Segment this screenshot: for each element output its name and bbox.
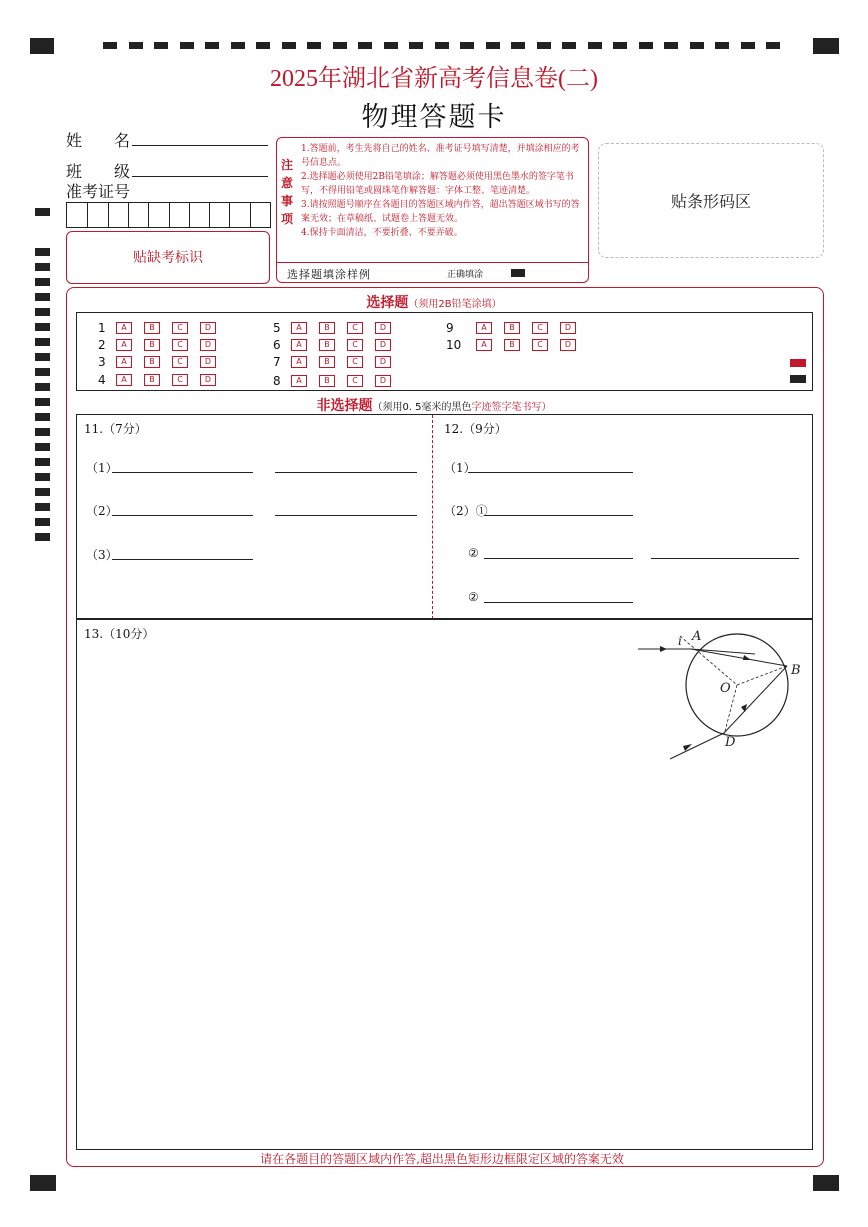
card-subtitle: 物理答题卡 — [361, 102, 507, 133]
class-label: 班 级 — [66, 162, 131, 181]
name-field[interactable] — [132, 145, 268, 146]
label-i: i — [678, 634, 682, 648]
timing-mark — [35, 488, 50, 496]
choice-question-row — [446, 319, 588, 335]
question-number: 10 — [446, 337, 462, 352]
black-scan-mark — [790, 375, 806, 383]
option-bubble[interactable]: B — [319, 375, 335, 387]
q11-part-1-answer-a[interactable] — [112, 472, 253, 473]
option-bubble[interactable]: C — [172, 356, 188, 368]
q11-part-2-answer-a[interactable] — [112, 515, 253, 516]
choice-title-text: 选择题 — [366, 295, 409, 311]
notice-heading-char: 意 — [280, 176, 293, 190]
timing-mark — [358, 42, 372, 49]
timing-mark — [35, 278, 50, 286]
option-bubble[interactable]: A — [476, 339, 492, 351]
timing-mark — [35, 503, 50, 511]
option-bubble[interactable]: B — [319, 339, 335, 351]
q13-label: 13.（10分） — [84, 627, 155, 641]
corner-mark-top-right — [813, 38, 839, 54]
notice-item: 3.请按照题号顺序在各题目的答题区域内作答，超出答题区域书写的答案无效；在草稿纸、试题卷上答题无效。 — [301, 200, 580, 224]
ray-b-to-d — [724, 666, 787, 733]
timing-mark — [35, 533, 50, 541]
ray-a-to-b — [691, 649, 787, 666]
option-bubble[interactable]: C — [347, 339, 363, 351]
nonchoice-title — [0, 395, 868, 415]
footer-warning: 请在各题目的答题区域内作答,超出黑色矩形边框限定区域的答案无效 — [260, 1152, 624, 1166]
ray-b-to-d-arrow — [741, 704, 747, 712]
timing-mark — [35, 368, 50, 376]
timing-mark — [741, 42, 755, 49]
correct-fill-label: 正确填涂 — [447, 270, 484, 280]
nonchoice-note-black: （须用0. 5毫米的黑色 — [372, 402, 472, 413]
option-bubble[interactable]: B — [504, 339, 520, 351]
option-bubble[interactable]: D — [200, 356, 216, 368]
timing-mark — [588, 42, 602, 49]
id-box-divider — [169, 203, 170, 227]
option-bubble[interactable]: A — [291, 322, 307, 334]
choice-question-row — [98, 353, 228, 369]
question-number: 7 — [273, 354, 281, 369]
sample-label: 选择题填涂样例 — [287, 268, 371, 281]
option-bubble[interactable]: D — [375, 356, 391, 368]
q11-part-2-answer-b[interactable] — [275, 515, 417, 516]
timing-mark — [35, 263, 50, 271]
id-box-divider — [87, 203, 88, 227]
label-o: O — [720, 681, 731, 696]
timing-mark — [205, 42, 219, 49]
option-bubble[interactable]: C — [172, 322, 188, 334]
timing-mark — [103, 42, 117, 49]
option-bubble[interactable]: C — [172, 339, 188, 351]
timing-mark — [562, 42, 576, 49]
option-bubble[interactable]: B — [319, 322, 335, 334]
notice-heading-char: 事 — [280, 194, 293, 208]
option-bubble[interactable]: C — [347, 356, 363, 368]
choice-question-row — [273, 372, 403, 388]
red-scan-mark — [790, 359, 806, 367]
timing-mark — [35, 208, 50, 216]
timing-mark — [460, 42, 474, 49]
q12-part-3-answer-b[interactable] — [651, 558, 799, 559]
choice-question-row — [446, 336, 588, 352]
timing-mark — [766, 42, 780, 49]
timing-mark — [690, 42, 704, 49]
question-number: 9 — [446, 320, 454, 335]
optics-diagram — [630, 622, 810, 762]
filled-sample-mark — [511, 269, 525, 277]
option-bubble[interactable]: B — [144, 339, 160, 351]
choice-question-row — [273, 336, 403, 352]
timing-mark — [613, 42, 627, 49]
id-box-divider — [148, 203, 149, 227]
notice-heading — [278, 156, 296, 228]
timing-mark — [180, 42, 194, 49]
label-d: D — [725, 735, 736, 750]
choice-note: （须用2B铅笔涂填） — [408, 299, 502, 310]
option-bubble[interactable]: C — [347, 375, 363, 387]
option-bubble[interactable]: C — [532, 339, 548, 351]
option-bubble[interactable]: C — [347, 322, 363, 334]
timing-mark — [256, 42, 270, 49]
timing-mark — [154, 42, 168, 49]
timing-mark — [35, 323, 50, 331]
q12-part-2-label: （2）① — [444, 504, 488, 518]
choice-question-row — [273, 353, 403, 369]
exit-arrow — [683, 744, 692, 751]
option-bubble[interactable]: B — [144, 356, 160, 368]
choice-question-row — [273, 319, 403, 335]
id-box-divider — [128, 203, 129, 227]
corner-mark-top-left — [30, 38, 54, 54]
q12-label: 12.（9分） — [444, 422, 507, 436]
option-bubble[interactable]: A — [116, 322, 132, 334]
option-bubble[interactable]: A — [291, 339, 307, 351]
q11-part-3-answer[interactable] — [112, 559, 253, 560]
option-bubble[interactable]: D — [375, 339, 391, 351]
q12-part-3-label: ② — [468, 546, 479, 560]
q12-part-3-answer-a[interactable] — [484, 558, 633, 559]
notice-item: 2.选择题必须使用2B铅笔填涂；解答题必须使用黑色墨水的签字笔书写，不得用铅笔或圆珠笔作解答题：字体工整、笔迹清楚。 — [301, 172, 574, 196]
timing-mark — [129, 42, 143, 49]
notice-item: 4.保持卡面清洁，不要折叠、不要弄破。 — [301, 228, 463, 238]
timing-mark — [35, 458, 50, 466]
timing-mark — [715, 42, 729, 49]
exam-id-boxes[interactable] — [66, 202, 271, 228]
option-bubble[interactable]: D — [560, 322, 576, 334]
q12-part-2-answer[interactable] — [484, 515, 633, 516]
q11-part-2-label: （2） — [86, 504, 118, 518]
question-number: 5 — [273, 320, 281, 335]
choice-question-row — [98, 336, 228, 352]
radius-o-b — [737, 666, 787, 685]
option-bubble[interactable]: D — [375, 322, 391, 334]
choice-title — [0, 292, 868, 312]
option-bubble[interactable]: A — [116, 356, 132, 368]
notice-items — [301, 142, 583, 240]
option-bubble[interactable]: A — [476, 322, 492, 334]
notice-heading-char: 注 — [280, 158, 293, 172]
option-bubble[interactable]: D — [200, 339, 216, 351]
label-b: B — [791, 663, 801, 678]
corner-mark-bottom-left — [30, 1175, 56, 1191]
q12-part-4-label: ② — [468, 590, 479, 604]
notice-divider — [277, 262, 588, 263]
id-box-divider — [108, 203, 109, 227]
id-box-divider — [209, 203, 210, 227]
question-number: 6 — [273, 337, 281, 352]
timing-mark — [35, 518, 50, 526]
q12-part-1-label: （1） — [444, 461, 476, 475]
timing-mark — [409, 42, 423, 49]
id-box-divider — [189, 203, 190, 227]
option-bubble[interactable]: C — [532, 322, 548, 334]
option-bubble[interactable]: B — [319, 356, 335, 368]
option-bubble[interactable]: A — [116, 339, 132, 351]
notice-heading-char: 项 — [280, 212, 293, 226]
exit-ray — [670, 733, 724, 759]
option-bubble[interactable]: D — [200, 374, 216, 386]
timing-mark — [333, 42, 347, 49]
timing-mark — [35, 473, 50, 481]
q11-part-1-label: （1） — [86, 461, 118, 475]
choice-question-row — [98, 371, 228, 387]
notice-box — [276, 137, 589, 283]
corner-mark-bottom-right — [813, 1175, 839, 1191]
option-bubble[interactable]: D — [560, 339, 576, 351]
question-number: 8 — [273, 373, 281, 388]
timing-mark — [35, 338, 50, 346]
name-label: 姓 名 — [66, 131, 131, 150]
class-field[interactable] — [132, 176, 268, 177]
timing-mark — [282, 42, 296, 49]
id-box-divider — [250, 203, 251, 227]
timing-mark — [435, 42, 449, 49]
q11-part-1-answer-b[interactable] — [275, 472, 417, 473]
question-number: 4 — [98, 372, 106, 387]
option-bubble[interactable]: B — [504, 322, 520, 334]
question-number: 1 — [98, 320, 106, 335]
notice-item: 1.答题前，考生先将自己的姓名、准考证号填写清楚，并填涂相应的考号信息点。 — [301, 144, 580, 168]
q11-label: 11.（7分） — [84, 422, 147, 436]
option-bubble[interactable]: A — [116, 374, 132, 386]
nonchoice-title-text: 非选择题 — [316, 398, 373, 414]
option-bubble[interactable]: D — [375, 375, 391, 387]
timing-mark — [35, 353, 50, 361]
option-bubble[interactable]: A — [291, 356, 307, 368]
option-bubble[interactable]: A — [291, 375, 307, 387]
timing-mark — [511, 42, 525, 49]
id-box-divider — [229, 203, 230, 227]
exam-title: 2025年湖北省新高考信息卷(二) — [270, 66, 598, 92]
timing-mark — [664, 42, 678, 49]
question-number: 3 — [98, 354, 106, 369]
absent-mark-label: 贴缺考标识 — [133, 250, 203, 266]
ray-a-to-b-arrow — [743, 655, 751, 660]
timing-mark — [307, 42, 321, 49]
option-bubble[interactable]: B — [144, 322, 160, 334]
q-divider — [432, 415, 433, 619]
incident-arrow — [660, 646, 667, 652]
timing-mark — [486, 42, 500, 49]
timing-mark — [35, 383, 50, 391]
q11-part-3-label: （3） — [86, 548, 118, 562]
question-number: 2 — [98, 337, 106, 352]
q12-part-4-answer[interactable] — [484, 602, 633, 603]
option-bubble[interactable]: D — [200, 322, 216, 334]
timing-mark — [384, 42, 398, 49]
timing-mark — [537, 42, 551, 49]
timing-mark — [231, 42, 245, 49]
choice-question-row — [98, 319, 228, 335]
label-a: A — [692, 629, 702, 644]
barcode-label: 贴条形码区 — [670, 192, 751, 211]
nonchoice-note-red: 字迹签字笔书写） — [471, 402, 552, 413]
exam-id-label: 准考证号 — [66, 182, 131, 201]
q12-part-1-answer[interactable] — [468, 472, 633, 473]
timing-mark — [35, 443, 50, 451]
timing-mark — [35, 428, 50, 436]
timing-mark — [639, 42, 653, 49]
option-bubble[interactable]: C — [172, 374, 188, 386]
timing-mark — [35, 248, 50, 256]
option-bubble[interactable]: B — [144, 374, 160, 386]
